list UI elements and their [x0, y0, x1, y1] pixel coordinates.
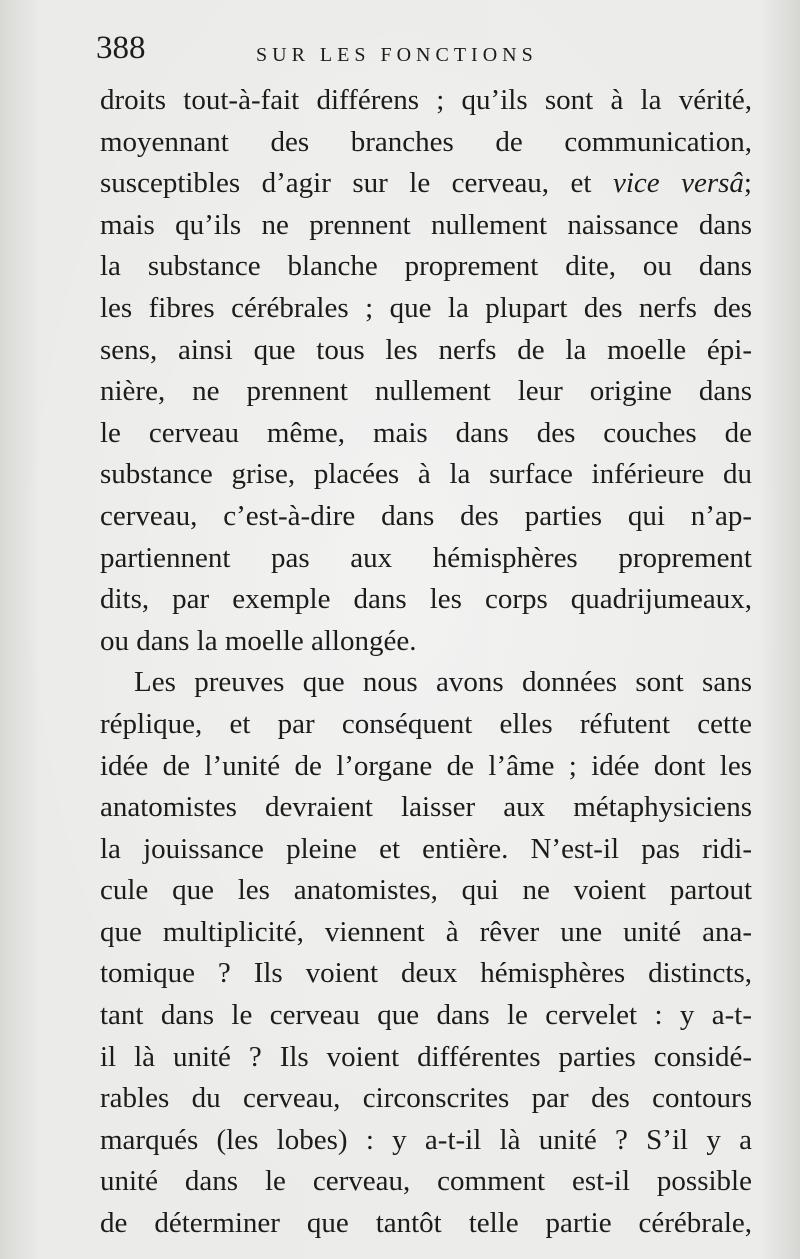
text-line: la jouissance pleine et entière. N’est-il pas ridi- [100, 832, 752, 865]
text-line: de déterminer que tantôt telle partie cérébrale, [100, 1207, 752, 1240]
text-line: droits tout-à-fait différens ; qu’ils sont à la vérité, [100, 84, 752, 116]
text-line: anatomistes devraient laisser aux métaphysiciens [100, 791, 752, 824]
text-line: nière, ne prennent nullement leur origine dans [100, 375, 752, 408]
text-line: moyennant des branches de communication, [100, 125, 752, 158]
text-line: que multiplicité, viennent à rêver une unité ana- [100, 915, 752, 948]
text-line: tomique ? Ils voient deux hémisphères distincts, [100, 957, 752, 990]
text-line-paragraph-start: Les preuves que nous avons données sont sans [134, 666, 752, 699]
text-line: cule que les anatomistes, qui ne voient partout [100, 874, 752, 907]
text-line: la substance blanche proprement dite, ou dans [100, 250, 752, 283]
text-line [100, 163, 752, 205]
body-text [100, 80, 752, 1245]
text-line: il là unité ? Ils voient différentes parties considé- [100, 1040, 752, 1073]
text-line: marqués (les lobes) : y a-t-il là unité ? S’il y a [100, 1123, 752, 1156]
text-line: substance grise, placées à la surface inférieure du [100, 458, 752, 491]
text-line: réplique, et par conséquent elles réfutent cette [100, 707, 752, 740]
text-line: dits, par exemple dans les corps quadrijumeaux, [100, 583, 752, 616]
text-line: idée de l’unité de l’organe de l’âme ; idée dont les [100, 749, 752, 782]
text-line: les fibres cérébrales ; que la plupart des nerfs des [100, 291, 752, 324]
text-line-punct: ; [743, 167, 752, 200]
page-header [96, 30, 756, 70]
text-line: tant dans le cerveau que dans le cervelet : y a-t- [100, 999, 752, 1032]
text-line-paragraph-end: ou dans la moelle allongée. [100, 624, 417, 657]
text-line: partiennent pas aux hémisphères proprement [100, 541, 752, 574]
italic-phrase: vice versâ [612, 167, 744, 200]
running-head: SUR LES FONCTIONS [256, 44, 538, 66]
text-line: mais qu’ils ne prennent nullement naissance dans [100, 208, 752, 241]
text-line: rables du cerveau, circonscrites par des contours [100, 1082, 752, 1115]
text-line: le cerveau même, mais dans des couches de [100, 416, 752, 449]
text-line: sens, ainsi que tous les nerfs de la moelle épi- [100, 333, 752, 366]
text-line: unité dans le cerveau, comment est-il possible [100, 1165, 752, 1198]
text-line-roman: susceptibles d’agir sur le cerveau, et [100, 167, 613, 200]
text-line: cerveau, c’est-à-dire dans des parties qui n’ap- [100, 499, 752, 532]
page-number: 388 [96, 30, 146, 66]
